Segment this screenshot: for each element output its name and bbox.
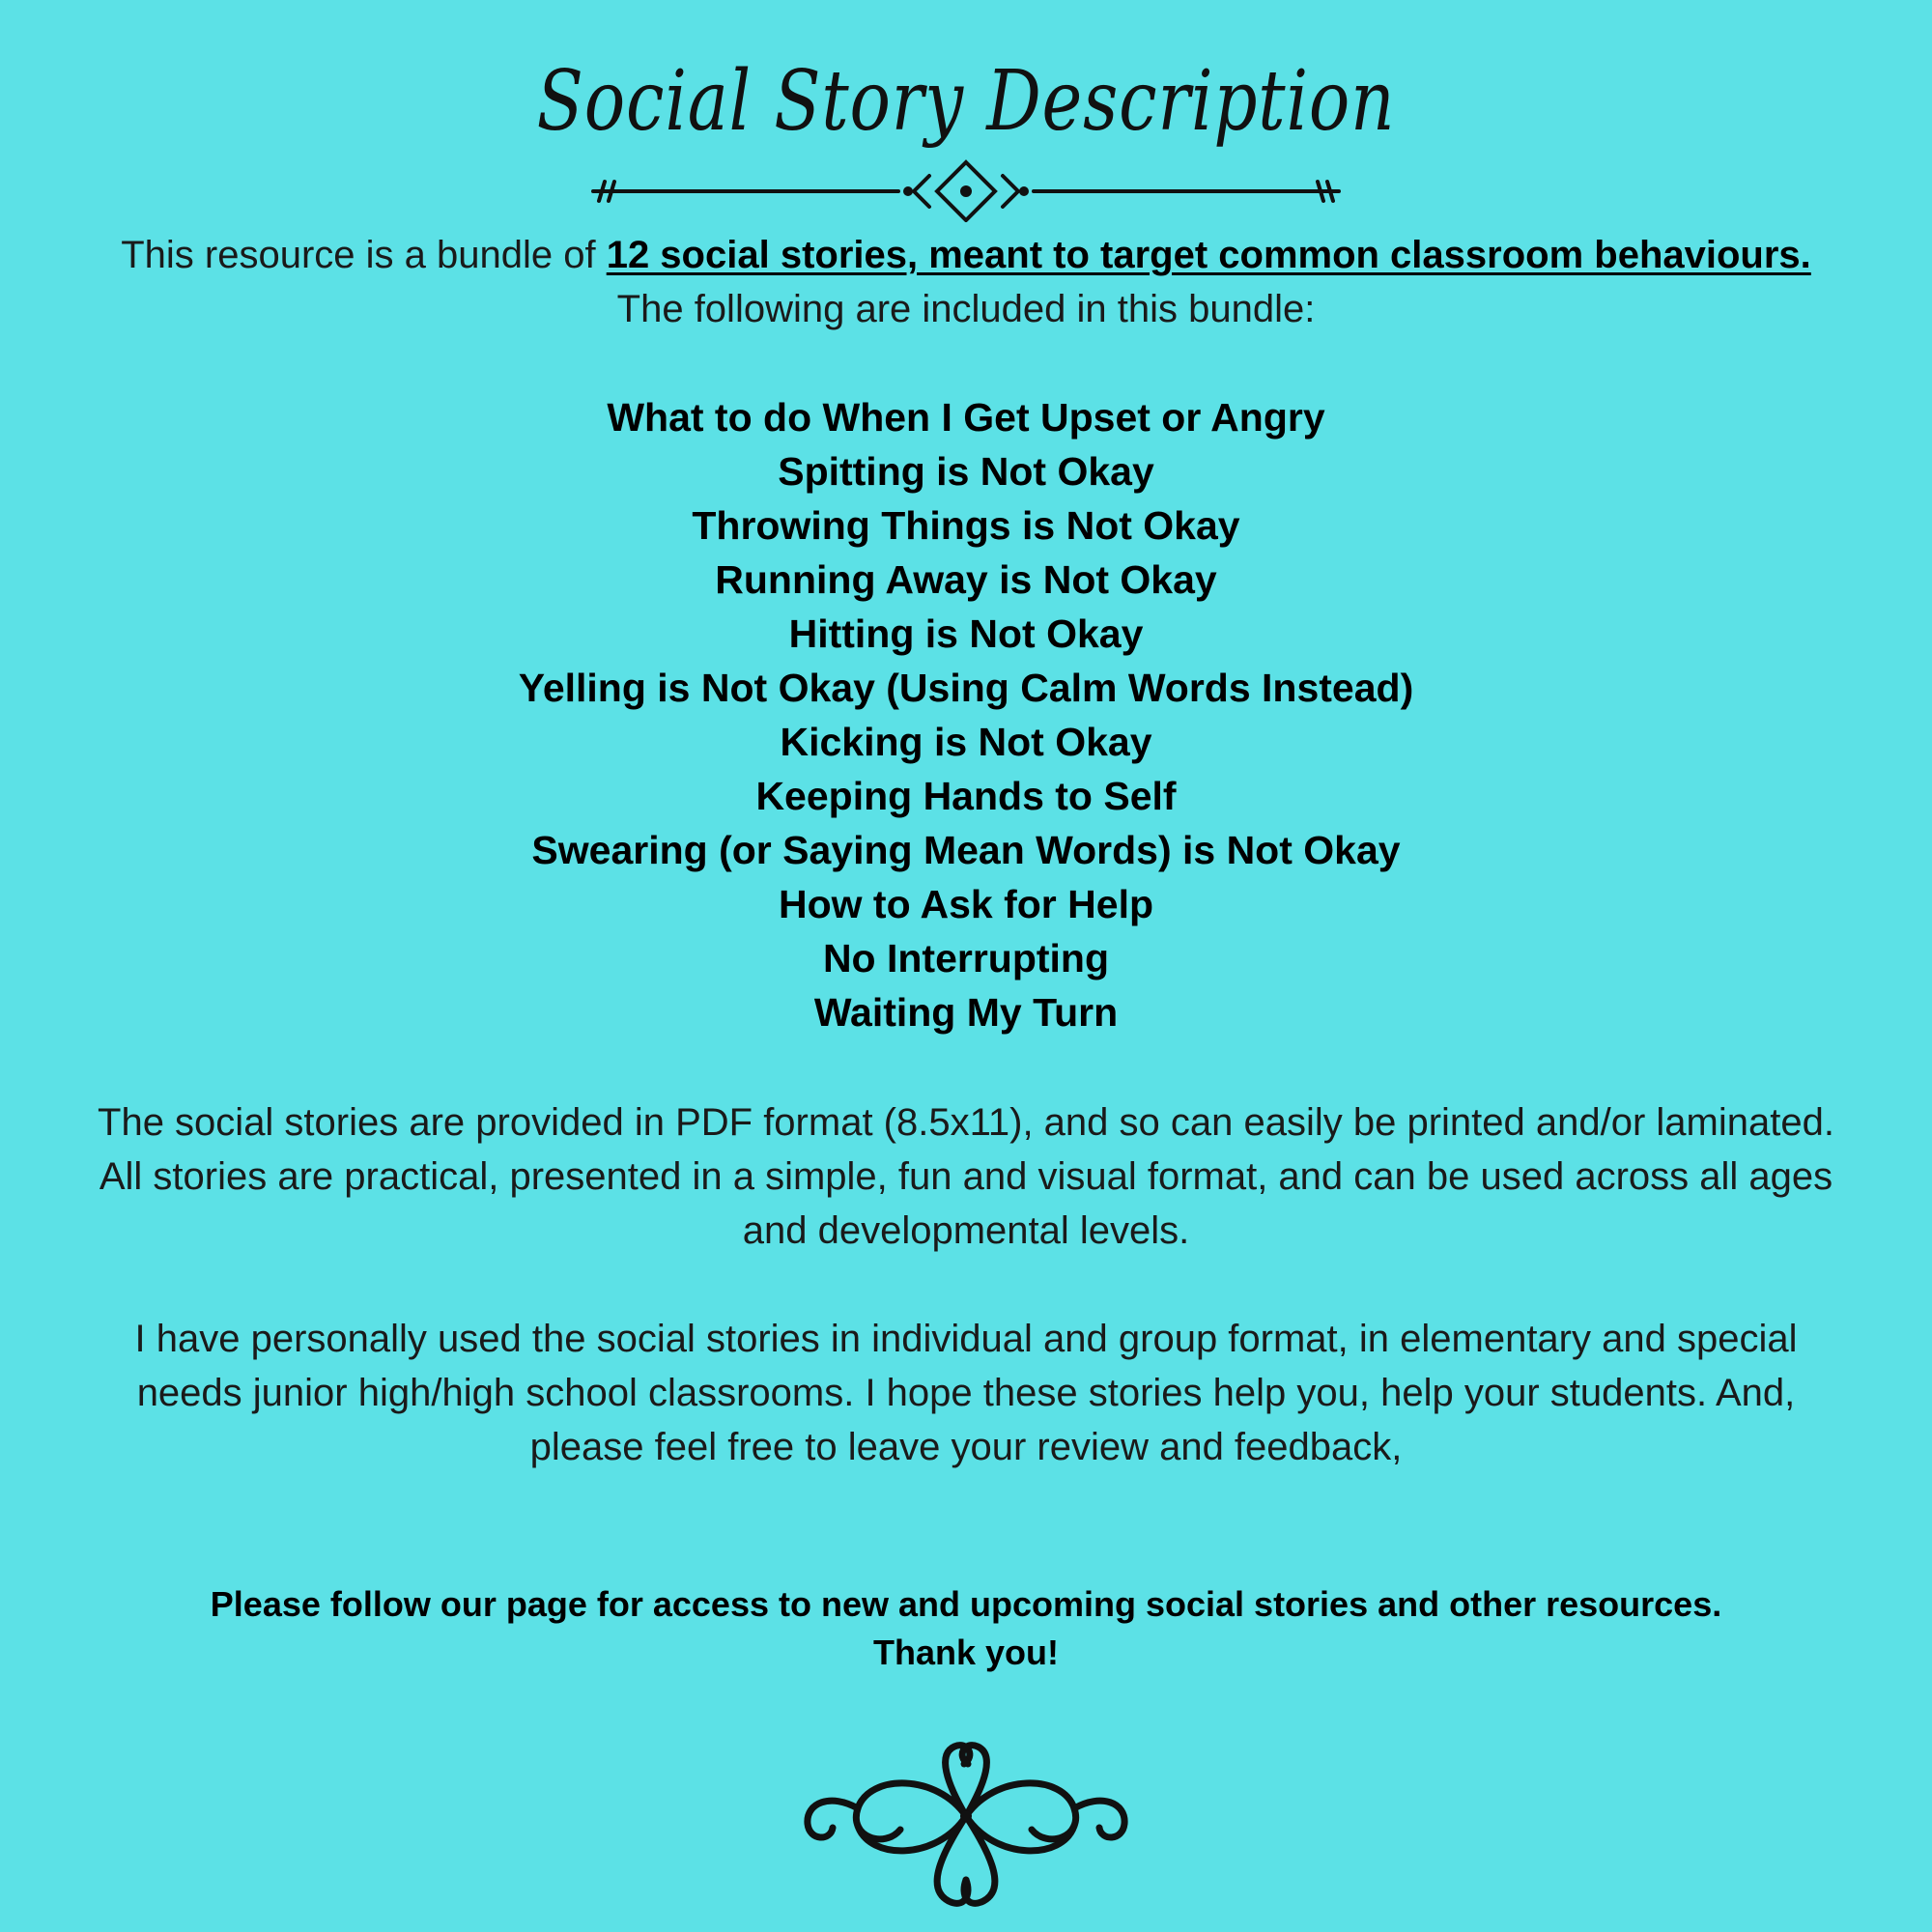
list-item: Throwing Things is Not Okay xyxy=(692,503,1240,548)
list-item: Yelling is Not Okay (Using Calm Words Instead) xyxy=(518,666,1414,710)
intro-paragraph xyxy=(97,228,1835,336)
list-item: Keeping Hands to Self xyxy=(755,774,1177,818)
closing-line-follow: Please follow our page for access to new and upcoming social stories and other resources. xyxy=(210,1584,1722,1624)
list-item: Spitting is Not Okay xyxy=(778,449,1154,494)
closing-message xyxy=(58,1580,1874,1677)
list-item: Kicking is Not Okay xyxy=(780,720,1152,764)
page-title: Social Story Description xyxy=(536,53,1396,150)
list-item: Running Away is Not Okay xyxy=(715,557,1217,602)
story-list xyxy=(0,390,1932,1039)
list-item: No Interrupting xyxy=(822,936,1110,980)
intro-lead: This resource is a bundle of xyxy=(121,234,607,276)
intro-tail: The following are included in this bundle: xyxy=(616,288,1316,330)
list-item: Swearing (or Saying Mean Words) is Not Okay xyxy=(531,828,1401,872)
decorative-divider-icon xyxy=(580,155,1352,222)
list-item: How to Ask for Help xyxy=(779,882,1153,926)
intro-emphasis: 12 social stories, meant to target common classroom behaviours. xyxy=(606,234,1811,276)
list-item: What to do When I Get Upset or Angry xyxy=(607,395,1325,440)
personal-paragraph: I have personally used the social stories in individual and group format, in elementary and special needs junior high/high school classrooms. I hope these stories help you, help your students. And, please feel free to leave your review and feedback, xyxy=(134,1318,1798,1468)
list-item: Hitting is Not Okay xyxy=(788,611,1144,656)
closing-line-thanks: Thank you! xyxy=(872,1633,1059,1672)
format-paragraph: The social stories are provided in PDF format (8.5x11), and so can easily be printed and/or laminated. All stories are practical, presented in a simple, fun and visual format, and can be used across all ages and developmental levels. xyxy=(98,1101,1834,1252)
flourish-ornament-icon xyxy=(792,1735,1140,1913)
list-item: Waiting My Turn xyxy=(813,990,1119,1035)
